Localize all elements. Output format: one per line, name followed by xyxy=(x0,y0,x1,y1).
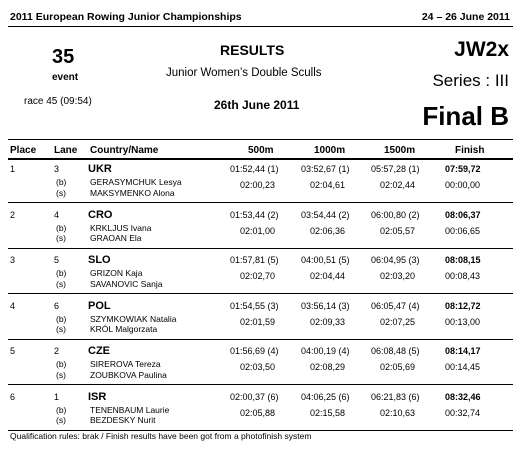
crew-seat: (b) xyxy=(56,359,67,369)
row-country: ISR xyxy=(88,390,107,403)
row-country: CZE xyxy=(88,345,110,357)
row-split-1500m: 06:08,48 (5) xyxy=(371,346,420,356)
event-code: JW2x xyxy=(454,38,509,61)
row-lane: 4 xyxy=(54,209,60,220)
row-finish-delta: 00:00,00 xyxy=(445,180,481,190)
row-finish-time: 08:14,17 xyxy=(445,346,481,356)
col-country: Country/Name xyxy=(90,145,159,156)
row-split-pace-1000m: 02:04,61 xyxy=(310,180,346,190)
crew-member-name: ZOUBKOVA Paulina xyxy=(90,369,167,380)
row-place: 3 xyxy=(10,255,16,265)
crew-seat: (b) xyxy=(56,177,67,187)
row-country: POL xyxy=(88,299,111,312)
row-finish-delta: 00:32,74 xyxy=(445,407,481,418)
table-top-rule xyxy=(8,139,513,140)
row-split-1000m: 03:54,44 (2) xyxy=(301,209,350,220)
crew-seat: (s) xyxy=(56,324,66,334)
row-lane: 1 xyxy=(54,391,60,402)
row-split-500m: 01:54,55 (3) xyxy=(230,300,279,311)
row-finish-time: 08:08,15 xyxy=(445,255,481,265)
race-info: race 45 (09:54) xyxy=(24,96,92,107)
row-split-pace-500m: 02:00,23 xyxy=(240,180,276,190)
crew-seat: (b) xyxy=(56,404,67,415)
event-name: Junior Women’s Double Sculls xyxy=(166,67,322,79)
row-lane: 3 xyxy=(54,164,60,174)
row-finish-delta: 00:14,45 xyxy=(445,362,481,372)
row-divider xyxy=(8,202,513,203)
row-split-1000m: 03:56,14 (3) xyxy=(301,300,350,311)
row-lane: 5 xyxy=(54,255,60,265)
row-finish-time: 07:59,72 xyxy=(445,164,481,174)
crew-seat: (s) xyxy=(56,415,66,425)
row-split-pace-1500m: 02:10,63 xyxy=(380,407,416,418)
row-split-pace-1000m: 02:06,36 xyxy=(310,225,346,236)
crew-seat: (s) xyxy=(56,187,66,198)
col-500m: 500m xyxy=(248,145,274,156)
crew-member-name: SAVANOVIC Sanja xyxy=(90,278,163,289)
row-finish-delta: 00:06,65 xyxy=(445,225,481,236)
row-divider xyxy=(8,293,513,294)
row-split-1500m: 06:21,83 (6) xyxy=(371,391,420,402)
row-country: UKR xyxy=(88,163,112,175)
row-finish-time: 08:06,37 xyxy=(445,209,481,220)
row-split-pace-1500m: 02:02,44 xyxy=(380,180,416,190)
col-1500m: 1500m xyxy=(384,145,416,156)
crew-member-name: BEZDESKY Nurit xyxy=(90,415,156,425)
row-split-1500m: 06:00,80 (2) xyxy=(371,209,420,220)
col-finish: Finish xyxy=(455,145,485,156)
crew-member-name: SIREROVA Tereza xyxy=(90,359,161,369)
row-finish-delta: 00:13,00 xyxy=(445,316,481,327)
row-split-1500m: 05:57,28 (1) xyxy=(371,164,420,174)
crew-member-name: GRIZON Kaja xyxy=(90,268,143,278)
row-split-pace-1500m: 02:03,20 xyxy=(380,271,416,281)
row-split-pace-1000m: 02:04,44 xyxy=(310,271,346,281)
crew-seat: (s) xyxy=(56,369,66,380)
competition-title: 2011 European Rowing Junior Championships xyxy=(10,11,242,23)
row-split-500m: 01:53,44 (2) xyxy=(230,209,279,220)
crew-seat: (b) xyxy=(56,222,67,233)
row-place: 6 xyxy=(10,391,16,402)
col-place: Place xyxy=(10,145,37,156)
row-split-1000m: 04:06,25 (6) xyxy=(301,391,350,402)
row-split-1000m: 03:52,67 (1) xyxy=(301,164,350,174)
crew-seat: (s) xyxy=(56,278,66,289)
row-split-pace-1000m: 02:09,33 xyxy=(310,316,346,327)
results-title: RESULTS xyxy=(220,42,285,58)
row-split-500m: 01:57,81 (5) xyxy=(230,255,279,265)
row-split-1000m: 04:00,51 (5) xyxy=(301,255,350,265)
header-divider xyxy=(8,26,513,27)
crew-member-name: MAKSYMENKO Alona xyxy=(90,187,175,198)
crew-member-name: TENENBAUM Laurie xyxy=(90,404,170,415)
row-divider xyxy=(8,248,513,249)
row-split-1500m: 06:04,95 (3) xyxy=(371,255,420,265)
row-split-pace-1500m: 02:05,57 xyxy=(380,225,416,236)
row-split-1500m: 06:05,47 (4) xyxy=(371,300,420,311)
crew-member-name: SZYMKOWIAK Natalia xyxy=(90,313,177,324)
row-finish-time: 08:12,72 xyxy=(445,300,481,311)
event-label: event xyxy=(52,72,79,83)
row-place: 1 xyxy=(10,164,16,174)
row-split-500m: 01:56,69 (4) xyxy=(230,346,279,356)
footer-note: Qualification rules: brak / Finish results have been got from a photofinish system xyxy=(10,431,312,441)
row-country: CRO xyxy=(88,208,113,221)
row-split-pace-500m: 02:01,00 xyxy=(240,225,276,236)
row-split-pace-1000m: 02:15,58 xyxy=(310,407,346,418)
row-split-500m: 02:00,37 (6) xyxy=(230,391,279,402)
row-split-pace-1000m: 02:08,29 xyxy=(310,362,346,372)
col-1000m: 1000m xyxy=(314,145,346,156)
row-split-pace-1500m: 02:05,69 xyxy=(380,362,416,372)
row-finish-delta: 00:08,43 xyxy=(445,271,481,281)
row-finish-time: 08:32,46 xyxy=(445,391,481,402)
row-split-pace-500m: 02:01,59 xyxy=(240,316,276,327)
table-header-rule xyxy=(8,158,513,160)
final-label: Final B xyxy=(422,101,509,131)
row-divider xyxy=(8,384,513,385)
crew-seat: (s) xyxy=(56,233,66,243)
crew-seat: (b) xyxy=(56,313,67,324)
row-split-1000m: 04:00,19 (4) xyxy=(301,346,350,356)
competition-dates: 24 – 26 June 2011 xyxy=(421,11,510,23)
crew-member-name: KRÓL Malgorzata xyxy=(90,324,158,334)
row-split-pace-500m: 02:03,50 xyxy=(240,362,276,372)
race-date: 26th June 2011 xyxy=(214,98,300,112)
row-place: 5 xyxy=(10,346,16,356)
crew-seat: (b) xyxy=(56,268,67,278)
crew-member-name: GRAOAN Ela xyxy=(90,233,142,243)
crew-member-name: KRKLJUS Ivana xyxy=(90,222,152,233)
row-lane: 2 xyxy=(54,346,60,356)
row-split-pace-1500m: 02:07,25 xyxy=(380,316,416,327)
row-divider xyxy=(8,339,513,340)
col-lane: Lane xyxy=(54,145,78,156)
row-split-pace-500m: 02:02,70 xyxy=(240,271,276,281)
series-label: Series : III xyxy=(432,71,509,90)
row-country: SLO xyxy=(88,254,111,266)
row-split-pace-500m: 02:05,88 xyxy=(240,407,276,418)
row-split-500m: 01:52,44 (1) xyxy=(230,164,279,174)
crew-member-name: GERASYMCHUK Lesya xyxy=(90,177,182,187)
row-place: 2 xyxy=(10,209,16,220)
row-place: 4 xyxy=(10,300,16,311)
row-lane: 6 xyxy=(54,300,60,311)
event-number: 35 xyxy=(52,46,75,68)
